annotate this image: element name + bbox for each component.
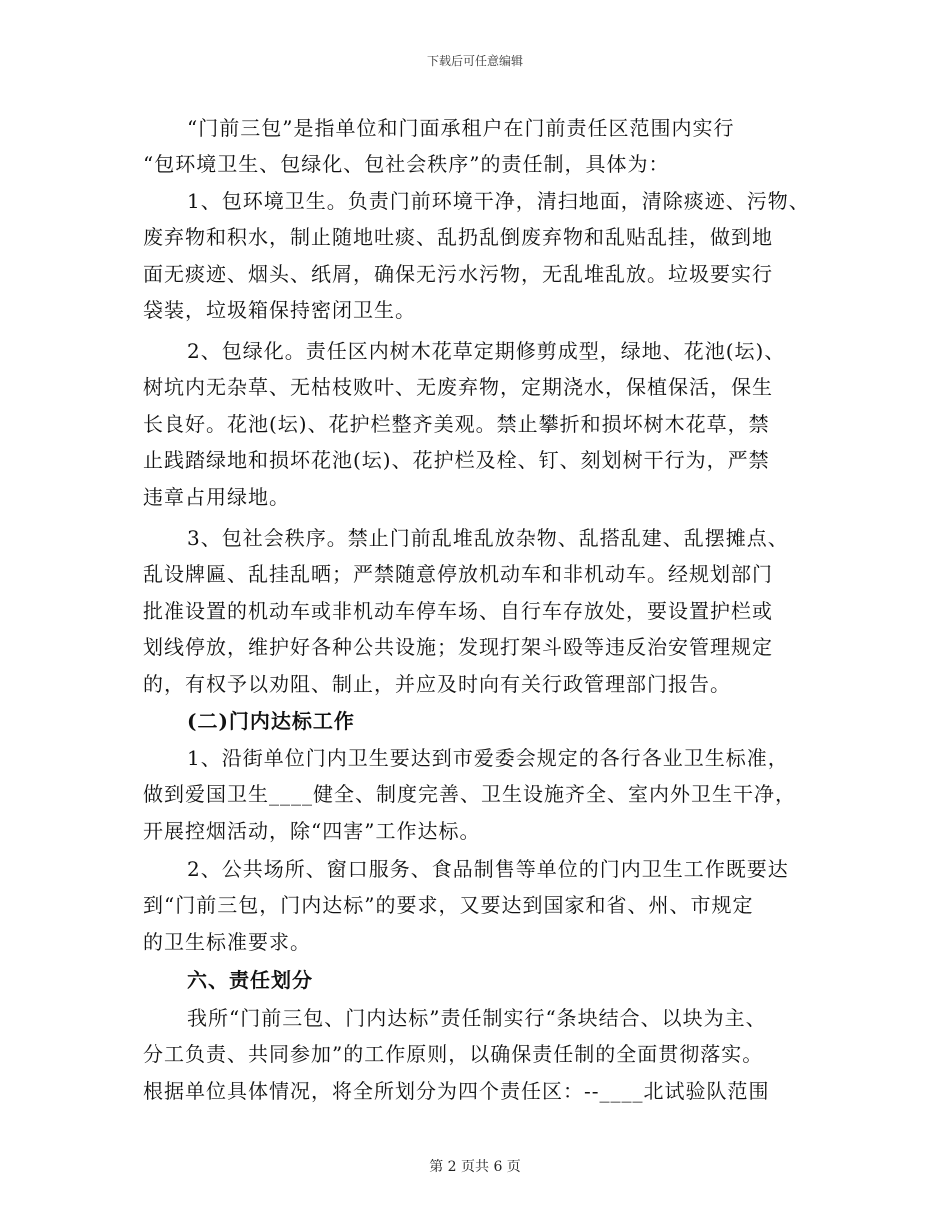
page-number: 第 2 页共 6 页 [429,1159,521,1175]
paragraph-line: 3、包社会秩序。禁止门前乱堆乱放杂物、乱搭乱建、乱摆摊点、 [187,526,789,550]
section-heading: 六、责任划分 [187,968,313,992]
paragraph-line: 我所“门前三包、门内达标”责任制实行“条块结合、以块为主、 [187,1006,767,1030]
paragraph-line: 做到爱国卫生____健全、制度完善、卫生设施齐全、室内外卫生干净， [143,782,796,806]
paragraph-line: 批准设置的机动车或非机动车停车场、自行车存放处，要设置护栏或 [143,599,773,623]
paragraph-line: 分工负责、共同参加”的工作原则，以确保责任制的全面贯彻落实。 [143,1042,764,1066]
paragraph-line: 的，有权予以劝阻、制止，并应及时向有关行政管理部门报告。 [143,672,731,696]
paragraph-line: 开展控烟活动，除“四害”工作达标。 [143,819,481,843]
paragraph-line: 违章占用绿地。 [143,485,290,509]
paragraph-line: 废弃物和积水，制止随地吐痰、乱扔乱倒废弃物和乱贴乱挂，做到地 [143,225,773,249]
paragraph-line: 长良好。花池(坛)、花护栏整齐美观。禁止攀折和损坏树木花草，禁 [143,412,770,436]
paragraph-line: 根据单位具体情况，将全所划分为四个责任区：--____北试验队范围 [143,1079,770,1103]
header-note: 下载后可任意编辑 [426,54,523,68]
paragraph-line: 面无痰迹、烟头、纸屑，确保无污水污物，无乱堆乱放。垃圾要实行 [143,262,773,286]
paragraph-line: 树坑内无杂草、无枯枝败叶、无废弃物，定期浇水，保植保活，保生 [143,375,773,399]
paragraph-line: 1、沿街单位门内卫生要达到市爱委会规定的各行各业卫生标准， [187,746,789,770]
paragraph-line: 乱设牌匾、乱挂乱晒；严禁随意停放机动车和非机动车。经规划部门 [143,562,773,586]
paragraph-line: 止践踏绿地和损坏花池(坛)、花护栏及栓、钉、刻划树干行为，严禁 [143,448,770,472]
paragraph-line: 2、公共场所、窗口服务、食品制售等单位的门内卫生工作既要达 [187,857,789,881]
paragraph-line: 到“门前三包，门内达标”的要求，又要达到国家和省、州、市规定 [143,893,754,917]
paragraph-line: “包环境卫生、包绿化、包社会秩序”的责任制，具体为： [143,152,670,176]
paragraph-line: 2、包绿化。责任区内树木花草定期修剪成型，绿地、花池(坛)、 [187,339,786,363]
section-heading: (二)门内达标工作 [187,709,355,733]
paragraph-line: 划线停放，维护好各种公共设施；发现打架斗殴等违反治安管理规定 [143,635,773,659]
paragraph-line: 袋装，垃圾箱保持密闭卫生。 [143,298,416,322]
paragraph-line: “门前三包”是指单位和门面承租户在门前责任区范围内实行 [187,116,735,140]
paragraph-line: 的卫生标准要求。 [143,930,311,954]
paragraph-line: 1、包环境卫生。负责门前环境干净，清扫地面，清除痰迹、污物、 [187,189,810,213]
